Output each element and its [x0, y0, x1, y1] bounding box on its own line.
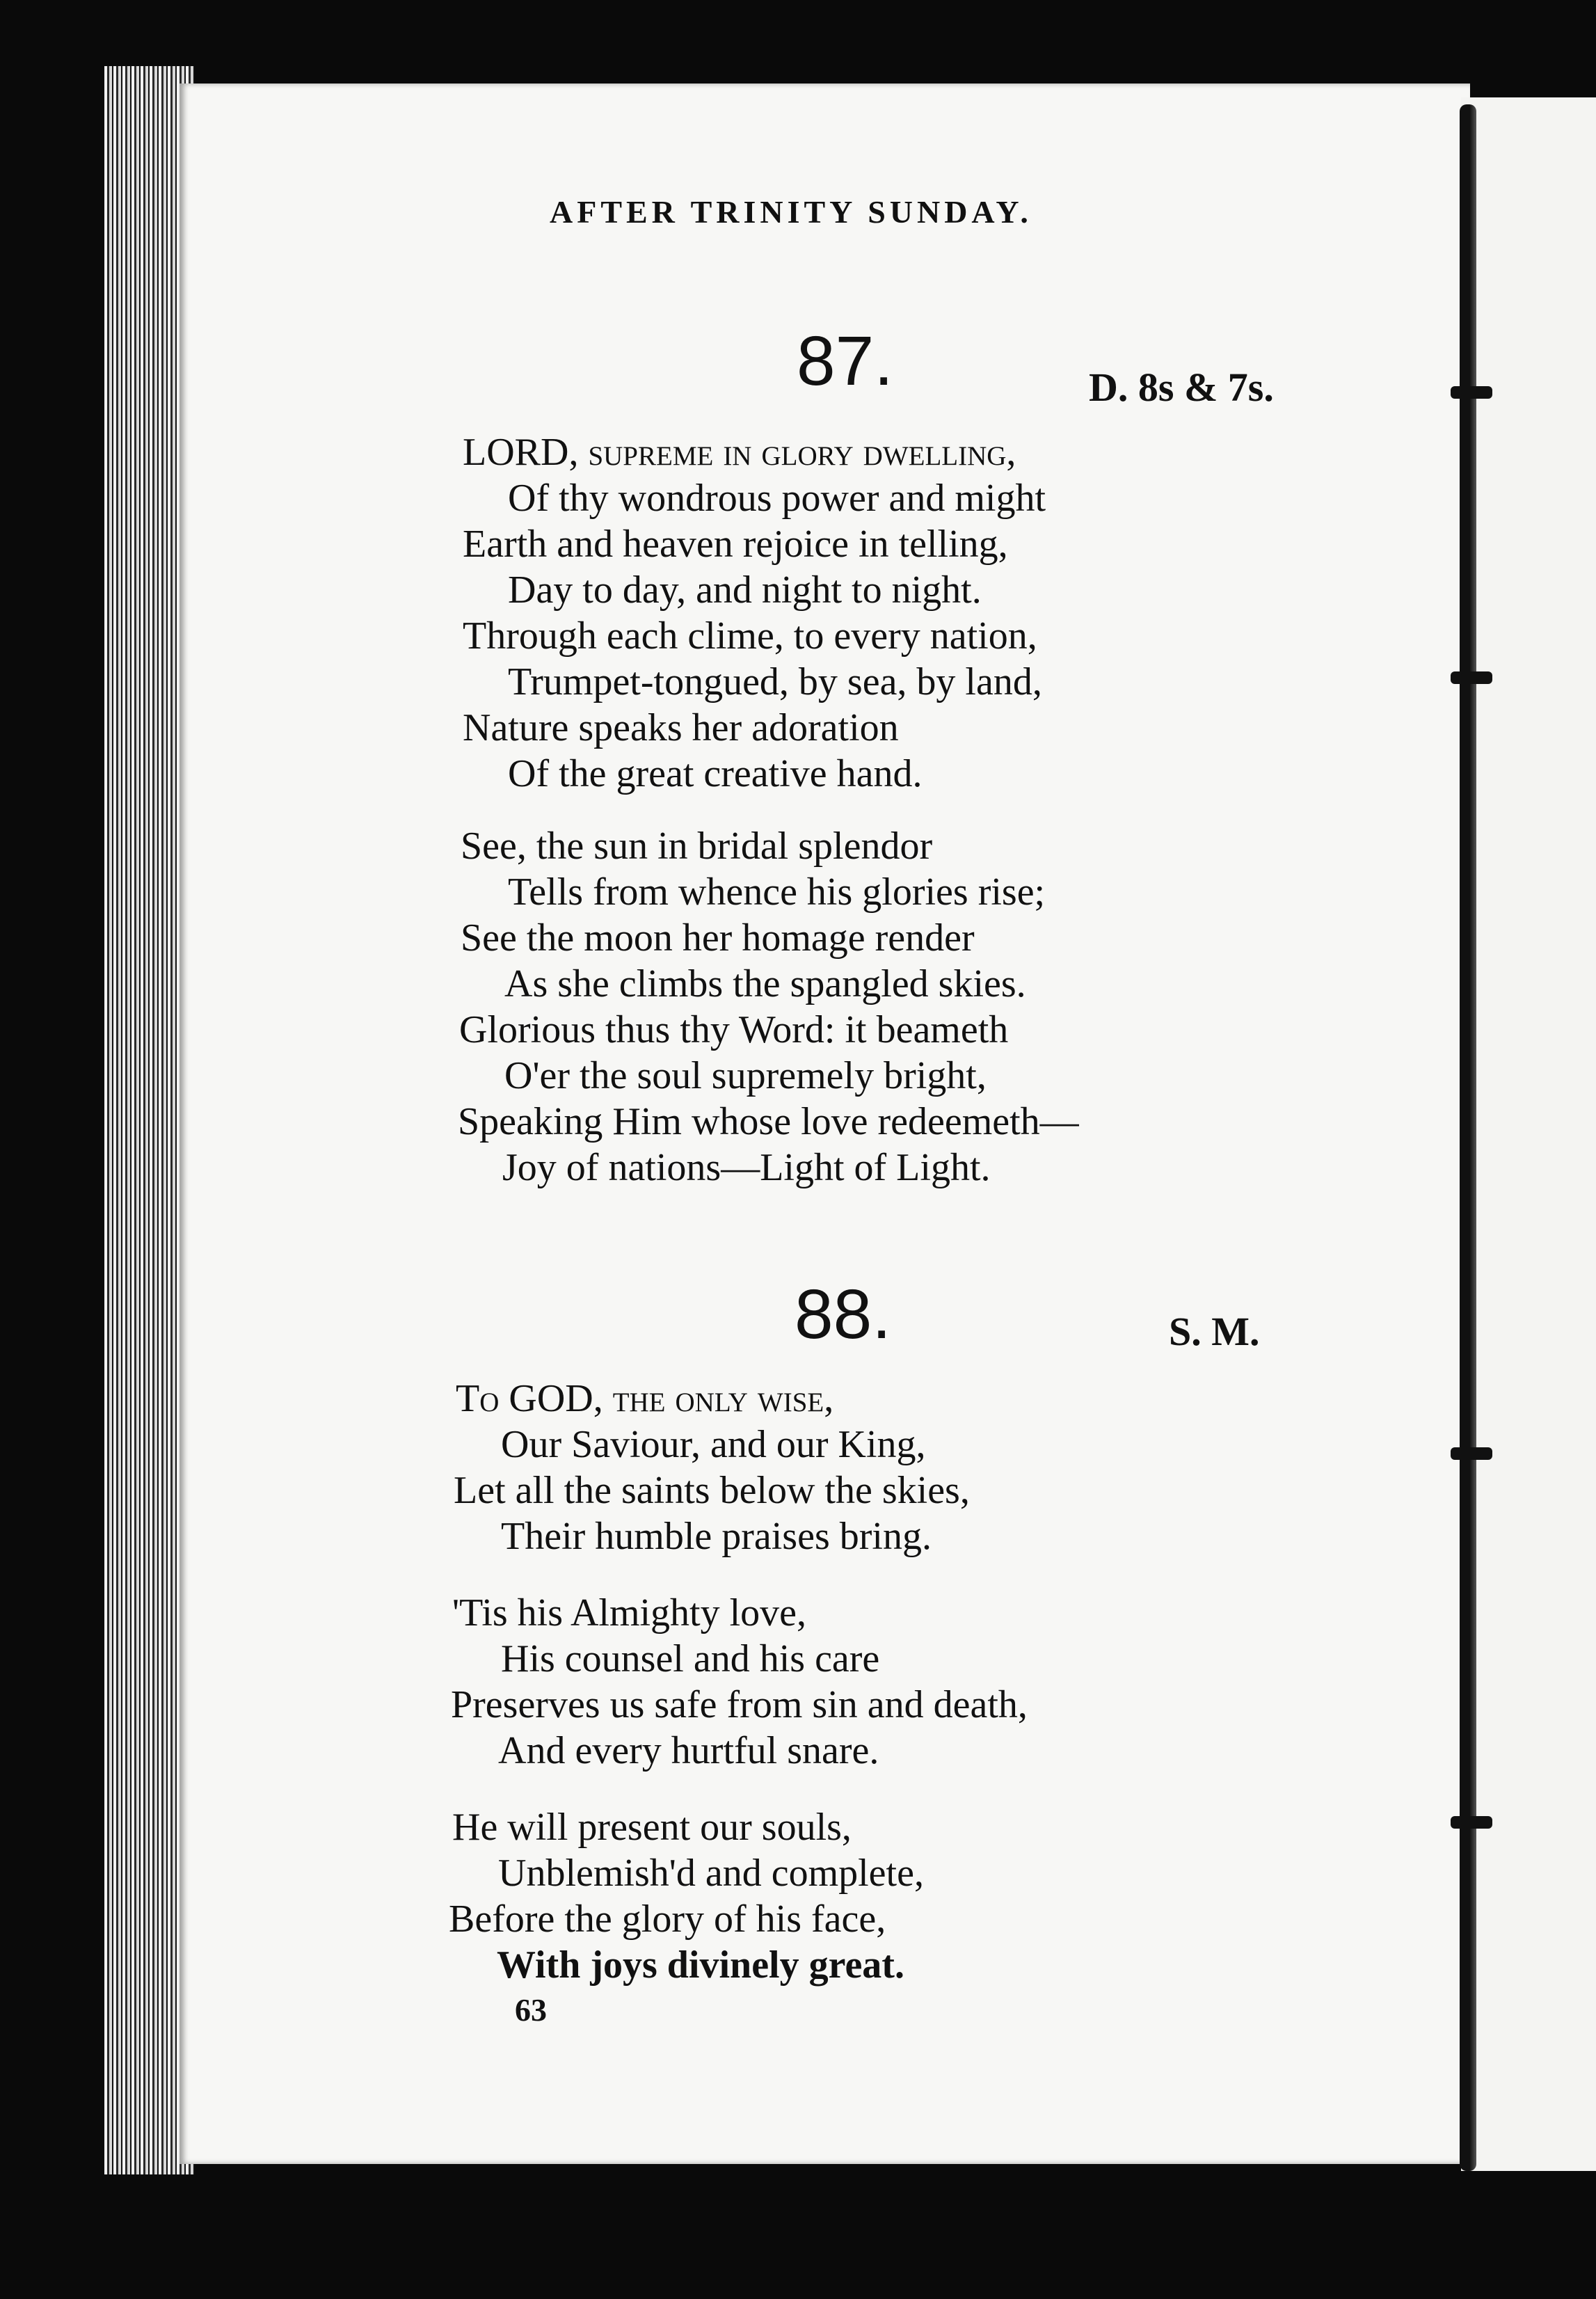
binding-thread-mark — [1451, 1816, 1492, 1829]
facing-page-strip — [1461, 97, 1596, 2171]
hymn-line: Trumpet-tongued, by sea, by land, — [508, 660, 1042, 703]
binding-thread-mark — [1451, 386, 1492, 399]
hymn-line: Our Saviour, and our King, — [501, 1423, 926, 1466]
hymn-line: Preserves us safe from sin and death, — [451, 1683, 1028, 1726]
hymn-line: 'Tis his Almighty love, — [452, 1591, 807, 1634]
hymn-line: To GOD, the only wise, — [456, 1377, 834, 1420]
hymn-line: Glorious thus thy Word: it beameth — [459, 1008, 1009, 1051]
hymn-line: LORD, supreme in glory dwelling, — [463, 431, 1016, 474]
hymn-line: His counsel and his care — [501, 1637, 880, 1680]
hymn-line: As she climbs the spangled skies. — [504, 962, 1026, 1005]
hymn-number: 87. — [797, 322, 894, 400]
hymn-line: And every hurtful snare. — [498, 1729, 879, 1772]
hymn-line: Through each clime, to every nation, — [463, 614, 1037, 658]
hymn-line: Of thy wondrous power and might — [508, 477, 1046, 520]
hymn-line: O'er the soul supremely bright, — [504, 1054, 987, 1097]
hymn-meter: S. M. — [1169, 1309, 1260, 1354]
hymn-line: Nature speaks her adoration — [463, 706, 899, 749]
hymn-line: He will present our souls, — [452, 1806, 852, 1849]
hymn-line: Tells from whence his glories rise; — [508, 870, 1046, 914]
hymn-line: Earth and heaven rejoice in telling, — [463, 523, 1008, 566]
hymn-line: Their humble praises bring. — [501, 1515, 932, 1558]
hymn-number: 88. — [795, 1275, 892, 1353]
binding-thread-mark — [1451, 671, 1492, 684]
binding-shadow — [1460, 104, 1476, 2171]
hymn-meter: D. 8s & 7s. — [1089, 365, 1274, 410]
hymn-line: Before the glory of his face, — [449, 1898, 886, 1941]
page-number: 63 — [515, 1992, 547, 2028]
hymn-line: With joys divinely great. — [497, 1943, 904, 1987]
hymn-line: Joy of nations—Light of Light. — [502, 1146, 991, 1189]
hymn-line: See the moon her homage render — [461, 916, 975, 960]
running-head: AFTER TRINITY SUNDAY. — [550, 194, 1032, 230]
hymn-line: Unblemish'd and complete, — [498, 1852, 924, 1895]
hymn-line: Speaking Him whose love redeemeth— — [458, 1100, 1079, 1143]
binding-thread-mark — [1451, 1447, 1492, 1460]
hymn-line: See, the sun in bridal splendor — [461, 825, 933, 868]
hymn-line: Let all the saints below the skies, — [454, 1469, 970, 1512]
hymn-line: Day to day, and night to night. — [508, 568, 982, 612]
hymn-line: Of the great creative hand. — [508, 752, 923, 795]
